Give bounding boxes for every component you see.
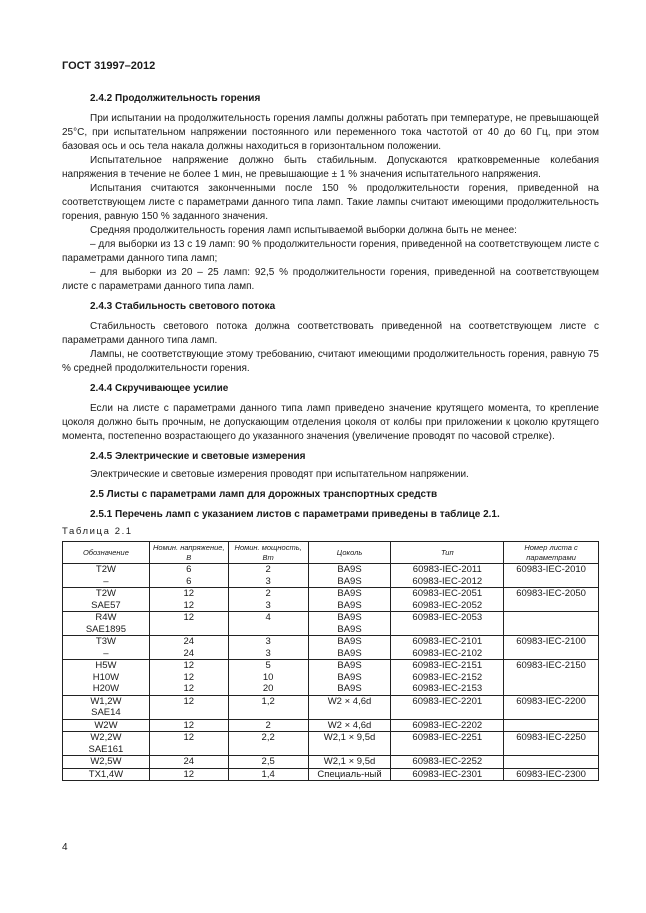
voltage-cell — [149, 588, 228, 612]
cell-line: 12 — [183, 695, 195, 707]
paragraph: Стабильность светового потока должна соответствовать приведенной на соответствующем листе с параметрами данного типа ламп. — [62, 321, 599, 346]
sheet-number-cell — [504, 719, 599, 732]
voltage-cell — [149, 564, 228, 588]
type-cell — [391, 732, 504, 756]
sheet-number-cell — [504, 660, 599, 696]
cell-line: 60983-IEC-2251 — [412, 732, 483, 743]
type-cell — [391, 660, 504, 696]
table-row — [63, 660, 599, 696]
cell-line: W2 × 4,6d — [327, 719, 372, 731]
sheet-number-cell — [504, 732, 599, 756]
cell-line: 3 — [265, 647, 271, 659]
table-row — [63, 636, 599, 660]
paragraph: Испытания считаются законченными после 150 % продолжительности горения, приведенной на соответствующем листе с параметрами данного типа ламп. Такие лампы считают имеющими продолжительность горения, равную 150 % заданного значения. — [62, 183, 599, 222]
cell-line: W2 × 4,6d — [327, 695, 372, 707]
base-cell — [308, 732, 391, 756]
cell-line: 2 — [265, 588, 271, 599]
cell-line: BA9S — [337, 660, 362, 671]
type-cell — [391, 695, 504, 719]
standard-header: ГОСТ 31997–2012 — [62, 60, 156, 72]
cell-line: BA9S — [337, 647, 362, 659]
column-header: Номер листа с параметрами — [504, 542, 599, 564]
cell-line: H5W — [95, 660, 117, 671]
cell-line: T2W — [95, 588, 116, 599]
paragraph: Если на листе с параметрами данного типа ламп приведено значение крутящего момента, то крепление цоколя должно быть прочным, не допускающим отделения цоколя от колбы при приложении к цоколю крутящего момента, постепенно возрастающего до указанного значения (увеличение проводят по часовой стрелке). — [62, 403, 599, 442]
sheet-number-cell — [504, 636, 599, 660]
cell-line: 60983-IEC-2252 — [412, 756, 483, 767]
cell-line: SAE57 — [91, 599, 121, 611]
cell-line: 2 — [265, 719, 271, 731]
cell-line: 12 — [183, 683, 195, 694]
voltage-cell — [149, 756, 228, 769]
cell-line: 60983-IEC-2053 — [412, 612, 483, 623]
cell-line: 12 — [183, 719, 195, 731]
power-cell — [228, 695, 308, 719]
column-header: Цоколь — [308, 542, 391, 564]
cell-line: 12 — [183, 588, 195, 599]
paragraph: Лампы, не соответствующие этому требованию, считают имеющими продолжительность горения, равную 75 % средней продолжительности горения. — [62, 349, 599, 374]
heading-2-4-4: 2.4.4 Скручивающее усилие — [90, 383, 229, 394]
designation-cell — [63, 564, 150, 588]
cell-line: 4 — [265, 612, 271, 623]
voltage-cell — [149, 660, 228, 696]
cell-line: 2,5 — [261, 756, 275, 767]
column-header: Номин. напряжение, В — [149, 542, 228, 564]
power-cell — [228, 564, 308, 588]
cell-line: BA9S — [337, 588, 362, 599]
base-cell — [308, 612, 391, 636]
cell-line: W2W — [94, 719, 118, 731]
cell-line: 12 — [183, 612, 195, 623]
cell-line: BA9S — [337, 612, 362, 623]
cell-line: 60983-IEC-2300 — [516, 768, 586, 780]
voltage-cell — [149, 768, 228, 781]
base-cell — [308, 636, 391, 660]
designation-cell — [63, 719, 150, 732]
heading-2-4-5: 2.4.5 Электрические и световые измерения — [90, 451, 306, 462]
sheet-number-cell — [504, 564, 599, 588]
page-content — [62, 92, 599, 781]
paragraph: Средняя продолжительность горения ламп испытываемой выборки должна быть не менее: — [90, 225, 517, 236]
power-cell — [228, 612, 308, 636]
cell-line: 60983-IEC-2201 — [412, 695, 483, 707]
cell-line: T2W — [95, 564, 116, 575]
lamp-table — [62, 541, 599, 781]
table-row — [63, 756, 599, 769]
designation-cell — [63, 756, 150, 769]
table-row — [63, 695, 599, 719]
table-row — [63, 588, 599, 612]
designation-cell — [63, 588, 150, 612]
cell-line: W2,2W — [90, 732, 122, 743]
cell-line: SAE14 — [91, 707, 121, 718]
cell-line: 60983-IEC-2010 — [516, 564, 586, 575]
cell-line: 12 — [183, 768, 195, 780]
type-cell — [391, 719, 504, 732]
sheet-number-cell — [504, 756, 599, 769]
cell-line: 10 — [262, 671, 274, 683]
table-header-row — [63, 542, 599, 564]
base-cell — [308, 719, 391, 732]
cell-line: 2,2 — [261, 732, 275, 743]
cell-line: 60983-IEC-2152 — [412, 671, 483, 683]
designation-cell — [63, 612, 150, 636]
cell-line: BA9S — [337, 599, 362, 611]
type-cell — [391, 636, 504, 660]
heading-2-5-1: 2.5.1 Перечень ламп с указанием листов с параметрами приведены в таблице 2.1. — [90, 509, 500, 520]
power-cell — [228, 768, 308, 781]
cell-line: R4W — [95, 612, 117, 623]
cell-line: H20W — [92, 683, 120, 694]
table-row — [63, 732, 599, 756]
cell-line: 60983-IEC-2012 — [412, 575, 483, 587]
paragraph: Испытательное напряжение должно быть стабильным. Допускаются кратковременные колебания напряжения в течение не более 1 мин, не превышающие ± 1 % значения испытательного напряжения. — [62, 155, 599, 180]
base-cell — [308, 768, 391, 781]
cell-line: 60983-IEC-2102 — [412, 647, 483, 659]
cell-line: 12 — [183, 599, 195, 611]
sheet-number-cell — [504, 695, 599, 719]
table-row — [63, 768, 599, 781]
cell-line: 24 — [183, 756, 195, 767]
heading-2-5: 2.5 Листы с параметрами ламп для дорожных транспортных средств — [90, 489, 438, 500]
cell-line: 1,4 — [261, 768, 275, 780]
list-item: – для выборки из 20 – 25 ламп: 92,5 % продолжительности горения, приведенной на соответствующем листе с параметрами данного типа ламп. — [62, 267, 599, 292]
cell-line: SAE1895 — [85, 623, 126, 635]
power-cell — [228, 719, 308, 732]
power-cell — [228, 756, 308, 769]
cell-line: 60983-IEC-2250 — [516, 732, 586, 743]
designation-cell — [63, 636, 150, 660]
sheet-number-cell — [504, 588, 599, 612]
table-row — [63, 719, 599, 732]
cell-line: W2,1 × 9,5d — [323, 756, 376, 767]
cell-line: T3W — [95, 636, 116, 647]
page-number: 4 — [62, 842, 68, 853]
cell-line: TX1,4W — [88, 768, 124, 780]
voltage-cell — [149, 636, 228, 660]
base-cell — [308, 660, 391, 696]
sheet-number-cell — [504, 612, 599, 636]
cell-line: BA9S — [337, 564, 362, 575]
cell-line: 60983-IEC-2011 — [412, 564, 482, 575]
cell-line: 3 — [265, 599, 271, 611]
cell-line: Специаль-ный — [317, 768, 382, 780]
cell-line: 60983-IEC-2101 — [412, 636, 483, 647]
paragraph: При испытании на продолжительность горения лампы должны работать при температуре, не превышающей 25°С, при испытательном напряжении постоянного или переменного тока частотой от 40 до 60 Гц, при этом базовая ось и ось тела накала должны находиться в горизонтальном положении. — [62, 113, 599, 152]
cell-line: 60983-IEC-2202 — [412, 719, 483, 731]
heading-2-4-2: 2.4.2 Продолжительность горения — [90, 93, 261, 104]
type-cell — [391, 768, 504, 781]
designation-cell — [63, 695, 150, 719]
paragraph: Электрические и световые измерения проводят при испытательном напряжении. — [90, 469, 469, 480]
cell-line: BA9S — [337, 636, 362, 647]
sheet-number-cell — [504, 768, 599, 781]
cell-line: 60983-IEC-2100 — [516, 636, 586, 647]
table-row — [63, 612, 599, 636]
cell-line: 20 — [262, 683, 274, 694]
power-cell — [228, 636, 308, 660]
type-cell — [391, 588, 504, 612]
cell-line: 60983-IEC-2051 — [412, 588, 483, 599]
cell-line: 6 — [186, 564, 192, 575]
base-cell — [308, 564, 391, 588]
cell-line: 12 — [183, 671, 195, 683]
cell-line: 24 — [183, 636, 195, 647]
cell-line: 6 — [186, 575, 192, 587]
cell-line: 2 — [265, 564, 271, 575]
cell-line: 5 — [265, 660, 271, 671]
cell-line: 60983-IEC-2050 — [516, 588, 586, 599]
cell-line: 60983-IEC-2151 — [412, 660, 483, 671]
cell-line: 12 — [183, 660, 195, 671]
type-cell — [391, 564, 504, 588]
designation-cell — [63, 660, 150, 696]
cell-line: 3 — [265, 575, 271, 587]
cell-line: 24 — [183, 647, 195, 659]
power-cell — [228, 588, 308, 612]
cell-line: – — [103, 575, 109, 587]
table-row — [63, 564, 599, 588]
cell-line: – — [103, 647, 109, 659]
heading-2-4-3: 2.4.3 Стабильность светового потока — [90, 301, 276, 312]
voltage-cell — [149, 732, 228, 756]
column-header: Номин. мощность, Вт — [228, 542, 308, 564]
power-cell — [228, 660, 308, 696]
column-header: Тип — [391, 542, 504, 564]
cell-line: 60983-IEC-2150 — [516, 660, 586, 671]
cell-line: 60983-IEC-2200 — [516, 695, 586, 707]
cell-line: BA9S — [337, 683, 362, 694]
cell-line: 3 — [265, 636, 271, 647]
base-cell — [308, 695, 391, 719]
list-item: – для выборки из 13 с 19 ламп: 90 % продолжительности горения, приведенной на соответствующем листе с параметрами данного типа ламп; — [62, 239, 599, 264]
cell-line: BA9S — [337, 623, 362, 635]
base-cell — [308, 588, 391, 612]
cell-line: 60983-IEC-2153 — [412, 683, 483, 694]
voltage-cell — [149, 612, 228, 636]
cell-line: 12 — [183, 732, 195, 743]
column-header: Обозначение — [63, 542, 150, 564]
cell-line: 1,2 — [261, 695, 275, 707]
table-caption: Таблица 2.1 — [62, 526, 133, 537]
cell-line: SAE161 — [88, 743, 124, 755]
designation-cell — [63, 768, 150, 781]
cell-line: 60983-IEC-2301 — [412, 768, 483, 780]
cell-line: W2,5W — [90, 756, 122, 767]
power-cell — [228, 732, 308, 756]
cell-line: BA9S — [337, 671, 362, 683]
cell-line: W1,2W — [90, 695, 122, 707]
cell-line: W2,1 × 9,5d — [323, 732, 376, 743]
cell-line: BA9S — [337, 575, 362, 587]
voltage-cell — [149, 719, 228, 732]
type-cell — [391, 756, 504, 769]
designation-cell — [63, 732, 150, 756]
base-cell — [308, 756, 391, 769]
cell-line: 60983-IEC-2052 — [412, 599, 483, 611]
type-cell — [391, 612, 504, 636]
cell-line: H10W — [92, 671, 120, 683]
voltage-cell — [149, 695, 228, 719]
